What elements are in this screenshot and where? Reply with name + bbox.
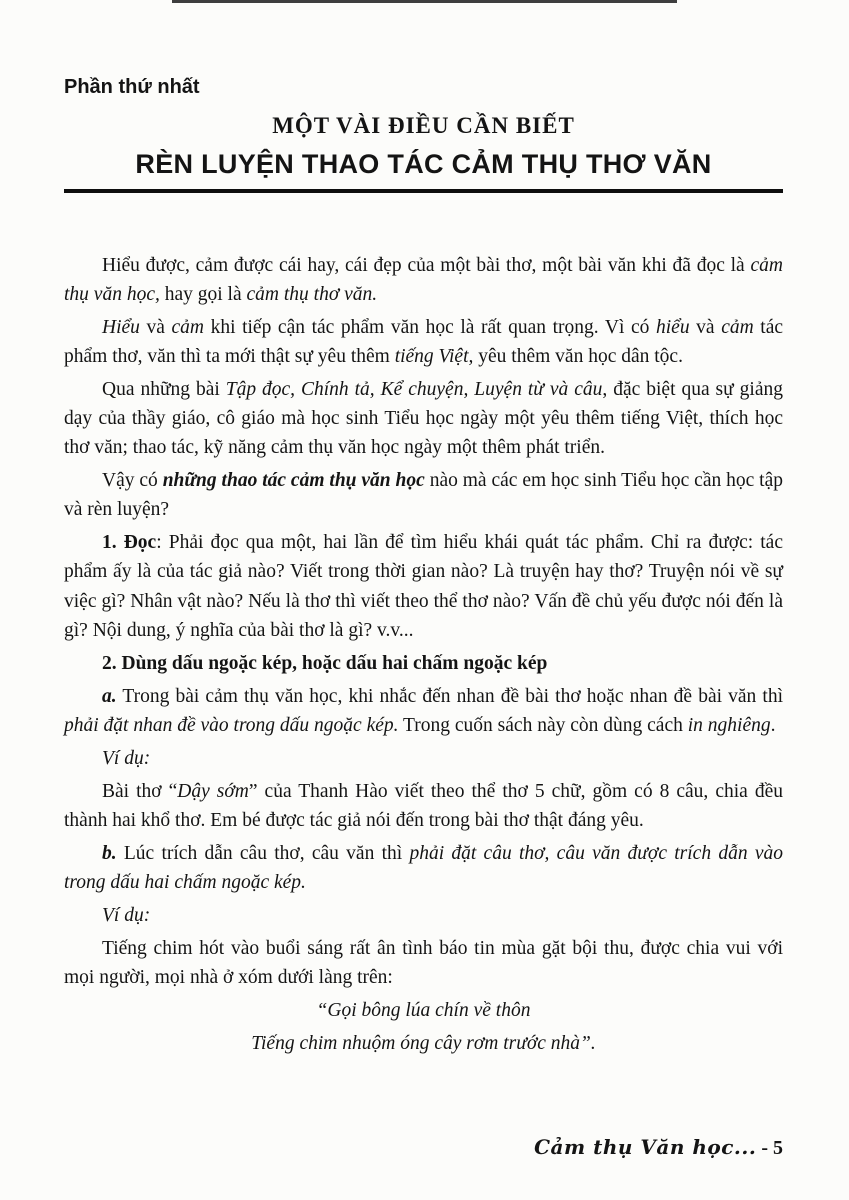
text-run: và: [689, 317, 722, 339]
footer-book-title: Cảm thụ Văn học...: [534, 1135, 757, 1159]
text-run: Tiếng chim nhuộm óng cây rơm trước nhà”.: [251, 1033, 596, 1055]
text-run: Qua những bài: [102, 379, 226, 401]
footer-separator: -: [756, 1137, 773, 1159]
paragraph: [64, 466, 783, 524]
text-run: : Phải đọc qua một, hai lần để tìm hiểu khái quát tác phẩm. Chỉ ra được: tác phẩm ấy là của tác giả nào? Viết trong thời gian nào? Là truyện hay thơ? Truyện nói về sự việc gì? Nhân vật nào? Nếu là thơ thì viết theo thể thơ nào? Vấn đề chủ yếu được nói đến là gì? Nội dung, ý nghĩa của bài thơ là gì? v.v...: [64, 532, 783, 641]
text-run: a.: [102, 685, 117, 707]
paragraph: [64, 251, 783, 309]
text-run: hiểu: [656, 317, 690, 339]
text-run: cảm thụ thơ văn.: [246, 284, 378, 306]
text-run: yêu thêm văn học dân tộc.: [473, 346, 683, 368]
paragraph: [64, 996, 783, 1025]
text-run: Trong bài cảm thụ văn học, khi nhắc đến nhan đề bài thơ hoặc nhan đề bài văn thì: [116, 685, 783, 707]
text-run: Bài thơ “: [102, 780, 178, 802]
text-run: cảm thụ văn học,: [64, 255, 783, 306]
text-run: Hiểu: [102, 317, 140, 339]
paragraph: [64, 934, 783, 992]
text-run: Tập đọc, Chính tả, Kể chuyện, Luyện từ và câu: [225, 379, 603, 401]
page-footer: [534, 1135, 783, 1160]
text-run: b.: [102, 842, 117, 864]
text-run: nào mà các em học sinh Tiểu học cần học tập và rèn luyện?: [64, 470, 783, 521]
text-run: và: [139, 317, 172, 339]
page-title: MỘT VÀI ĐIỀU CẦN BIẾT: [272, 113, 575, 138]
paragraph: [64, 839, 783, 897]
footer-page-number: 5: [773, 1137, 783, 1159]
text-run: in nghiêng: [687, 714, 771, 736]
text-run: .: [770, 714, 776, 736]
text-run: hay gọi là: [159, 284, 247, 306]
text-run: Vậy có: [102, 470, 163, 492]
page-subtitle: RÈN LUYỆN THAO TÁC CẢM THỤ THƠ VĂN: [135, 149, 712, 179]
text-run: “Gọi bông lúa chín về thôn: [316, 1000, 531, 1022]
scan-edge-artifact: [172, 0, 677, 3]
title-underline: [64, 189, 783, 193]
paragraph: [64, 313, 783, 371]
paragraph: [64, 682, 783, 740]
paragraph: [64, 375, 783, 462]
paragraph: [64, 777, 783, 835]
text-run: những thao tác cảm thụ văn học: [162, 470, 425, 492]
paragraph: [64, 901, 783, 930]
text-run: cảm: [721, 317, 754, 339]
text-run: , đặc biệt qua sự giảng dạy của thầy giáo, cô giáo mà học sinh Tiểu học ngày một yêu thêm tiếng Việt, thích học thơ văn; thao tác, kỹ năng cảm thụ văn học ngày một thêm phát triển.: [64, 379, 783, 459]
text-run: 2. Dùng dấu ngoặc kép, hoặc dấu hai chấm ngoặc kép: [102, 652, 548, 674]
paragraph: [64, 649, 783, 678]
text-run: tác phẩm thơ, văn thì ta mới thật sự yêu thêm: [64, 317, 784, 368]
text-run: Dậy sớm: [177, 780, 249, 802]
paragraph: [64, 744, 783, 773]
text-run: 1. Đọc: [102, 532, 157, 554]
text-run: Ví dụ:: [102, 904, 151, 926]
part-label: Phần thứ nhất: [64, 76, 200, 98]
paragraph: [64, 528, 783, 644]
text-run: phải đặt câu thơ, câu văn được trích dẫn vào trong dấu hai chấm ngoặc kép.: [64, 842, 784, 893]
body-text: [64, 251, 783, 1058]
text-run: Trong cuốn sách này còn dùng cách: [398, 714, 688, 736]
text-run: ” của Thanh Hào viết theo thể thơ 5 chữ, gồm có 8 câu, chia đều thành hai khổ thơ. Em bé được tác giả nói đến trong bài thơ thật đáng yêu.: [64, 780, 783, 831]
text-run: tiếng Việt,: [394, 346, 474, 368]
text-run: Hiểu được, cảm được cái hay, cái đẹp của một bài thơ, một bài văn khi đã đọc là: [102, 255, 751, 276]
text-run: khi tiếp cận tác phẩm văn học là rất quan trọng. Vì có: [204, 317, 657, 339]
paragraph: [64, 1029, 783, 1058]
text-run: Ví dụ:: [102, 747, 151, 769]
text-run: cảm: [171, 317, 204, 339]
text-run: Tiếng chim hót vào buổi sáng rất ân tình báo tin mùa gặt bội thu, được chia vui với mọi người, mọi nhà ở xóm dưới làng trên:: [64, 938, 783, 989]
text-run: Lúc trích dẫn câu thơ, câu văn thì: [116, 842, 410, 864]
text-run: phải đặt nhan đề vào trong dấu ngoặc kép.: [64, 714, 399, 736]
